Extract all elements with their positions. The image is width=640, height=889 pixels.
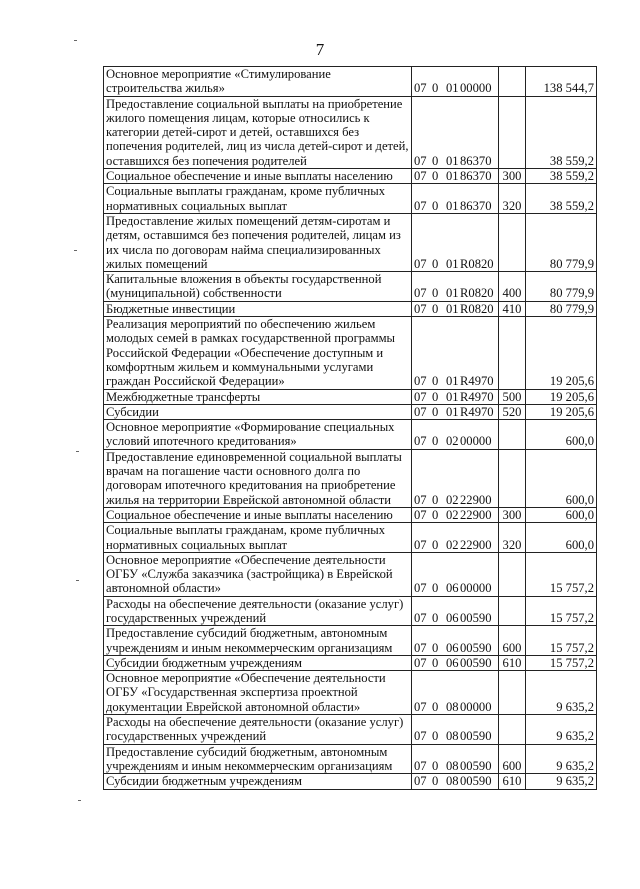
row-code xyxy=(412,507,499,522)
row-amount: 19 205,6 xyxy=(526,317,597,389)
scan-mark xyxy=(78,800,81,801)
code-pr: 0 xyxy=(432,729,439,744)
code-rz: 07 xyxy=(414,774,427,789)
row-amount: 9 635,2 xyxy=(526,715,597,745)
row-vr xyxy=(499,317,526,389)
row-vr xyxy=(499,596,526,626)
row-vr: 400 xyxy=(499,272,526,302)
code-csr-program: 01 xyxy=(446,404,459,419)
row-amount: 600,0 xyxy=(526,507,597,522)
code-csr-program: 06 xyxy=(446,581,459,596)
row-name: Предоставление жилых помещений детям-сиротам и детям, оставшимся без попечения родителей, лицам из их числа по договорам найма специализированных жилых помещений xyxy=(104,213,412,271)
row-amount: 38 559,2 xyxy=(526,169,597,184)
code-csr-direction: R4970 xyxy=(460,404,494,419)
row-amount: 19 205,6 xyxy=(526,404,597,419)
row-amount: 80 779,9 xyxy=(526,301,597,316)
row-code xyxy=(412,523,499,553)
row-vr xyxy=(499,715,526,745)
table-row xyxy=(104,596,597,626)
code-pr: 0 xyxy=(432,434,439,449)
row-vr: 500 xyxy=(499,389,526,404)
code-csr-program: 01 xyxy=(446,374,459,389)
row-vr xyxy=(499,67,526,97)
code-csr-program: 01 xyxy=(446,169,459,184)
code-csr-direction: 22900 xyxy=(460,507,492,522)
code-csr-direction: R0820 xyxy=(460,256,494,271)
row-amount: 15 757,2 xyxy=(526,596,597,626)
code-rz: 07 xyxy=(414,256,427,271)
code-csr-direction: R4970 xyxy=(460,389,494,404)
row-name: Предоставление субсидий бюджетным, автономным учреждениям и иным некоммерческим организациям xyxy=(104,626,412,656)
code-csr-program: 02 xyxy=(446,537,459,552)
code-pr: 0 xyxy=(432,581,439,596)
code-pr: 0 xyxy=(432,374,439,389)
row-name: Капитальные вложения в объекты государственной (муниципальной) собственности xyxy=(104,272,412,302)
row-vr: 600 xyxy=(499,626,526,656)
table-row xyxy=(104,449,597,507)
row-vr: 600 xyxy=(499,744,526,774)
table-row xyxy=(104,744,597,774)
table-row xyxy=(104,67,597,97)
code-csr-direction: 00590 xyxy=(460,655,492,670)
row-code xyxy=(412,169,499,184)
row-name: Межбюджетные трансферты xyxy=(104,389,412,404)
row-vr xyxy=(499,671,526,715)
code-pr: 0 xyxy=(432,537,439,552)
code-pr: 0 xyxy=(432,699,439,714)
row-name: Расходы на обеспечение деятельности (оказание услуг) государственных учреждений xyxy=(104,715,412,745)
row-vr: 520 xyxy=(499,404,526,419)
row-amount: 600,0 xyxy=(526,420,597,450)
code-pr: 0 xyxy=(432,81,439,96)
row-code xyxy=(412,744,499,774)
code-csr-direction: R4970 xyxy=(460,374,494,389)
row-code xyxy=(412,626,499,656)
code-pr: 0 xyxy=(432,198,439,213)
row-vr: 410 xyxy=(499,301,526,316)
code-pr: 0 xyxy=(432,492,439,507)
table-row xyxy=(104,552,597,596)
code-csr-program: 01 xyxy=(446,81,459,96)
row-name: Социальное обеспечение и иные выплаты населению xyxy=(104,169,412,184)
table-row xyxy=(104,523,597,553)
row-vr: 320 xyxy=(499,184,526,214)
row-name: Основное мероприятие «Обеспечение деятельности ОГБУ «Служба заказчика (застройщика) в Еврейской автономной области» xyxy=(104,552,412,596)
row-vr: 300 xyxy=(499,169,526,184)
row-code xyxy=(412,272,499,302)
page-number: 7 xyxy=(315,40,325,59)
scan-mark xyxy=(74,250,77,251)
code-csr-direction: 00000 xyxy=(460,699,492,714)
row-code xyxy=(412,671,499,715)
table-row xyxy=(104,507,597,522)
row-code xyxy=(412,213,499,271)
row-vr xyxy=(499,213,526,271)
code-rz: 07 xyxy=(414,389,427,404)
row-code xyxy=(412,301,499,316)
row-code xyxy=(412,389,499,404)
code-csr-direction: 00590 xyxy=(460,610,492,625)
code-csr-program: 08 xyxy=(446,774,459,789)
row-code xyxy=(412,552,499,596)
row-code xyxy=(412,96,499,168)
code-rz: 07 xyxy=(414,640,427,655)
row-vr: 320 xyxy=(499,523,526,553)
row-vr xyxy=(499,96,526,168)
row-amount: 600,0 xyxy=(526,449,597,507)
code-csr-program: 02 xyxy=(446,434,459,449)
table-row xyxy=(104,389,597,404)
code-csr-program: 01 xyxy=(446,301,459,316)
code-csr-direction: 00590 xyxy=(460,729,492,744)
row-vr: 610 xyxy=(499,655,526,670)
row-vr: 610 xyxy=(499,774,526,789)
row-amount: 19 205,6 xyxy=(526,389,597,404)
budget-table xyxy=(103,66,597,790)
table-row xyxy=(104,272,597,302)
row-name: Социальные выплаты гражданам, кроме публичных нормативных социальных выплат xyxy=(104,184,412,214)
row-name: Субсидии xyxy=(104,404,412,419)
code-pr: 0 xyxy=(432,286,439,301)
code-csr-direction: 00000 xyxy=(460,581,492,596)
scan-mark xyxy=(74,40,77,41)
code-csr-direction: 00590 xyxy=(460,640,492,655)
row-code xyxy=(412,596,499,626)
code-csr-program: 01 xyxy=(446,198,459,213)
row-name: Социальное обеспечение и иные выплаты населению xyxy=(104,507,412,522)
code-rz: 07 xyxy=(414,286,427,301)
table-row xyxy=(104,213,597,271)
row-name: Предоставление единовременной социальной выплаты врачам на погашение части основного долга по договорам ипотечного кредитования на приобретение жилья на территории Еврейской автономной области xyxy=(104,449,412,507)
code-rz: 07 xyxy=(414,434,427,449)
row-name: Субсидии бюджетным учреждениям xyxy=(104,655,412,670)
code-csr-direction: 86370 xyxy=(460,153,492,168)
row-code xyxy=(412,184,499,214)
code-rz: 07 xyxy=(414,404,427,419)
scan-mark xyxy=(76,580,79,581)
row-name: Реализация мероприятий по обеспечению жильем молодых семей в рамках государственной программы Российской Федерации «Обеспечение доступным и комфортным жильем и коммунальными услугами граждан Российской Федерации» xyxy=(104,317,412,389)
code-csr-direction: 00000 xyxy=(460,81,492,96)
code-rz: 07 xyxy=(414,169,427,184)
row-name: Основное мероприятие «Формирование специальных условий ипотечного кредитования» xyxy=(104,420,412,450)
row-name: Основное мероприятие «Стимулирование строительства жилья» xyxy=(104,67,412,97)
code-rz: 07 xyxy=(414,581,427,596)
code-rz: 07 xyxy=(414,301,427,316)
code-rz: 07 xyxy=(414,507,427,522)
table-row xyxy=(104,774,597,789)
code-pr: 0 xyxy=(432,153,439,168)
code-csr-program: 02 xyxy=(446,507,459,522)
code-csr-direction: 86370 xyxy=(460,169,492,184)
code-csr-direction: 00590 xyxy=(460,758,492,773)
scan-mark xyxy=(76,451,79,452)
code-pr: 0 xyxy=(432,640,439,655)
code-csr-direction: 86370 xyxy=(460,198,492,213)
table-row xyxy=(104,420,597,450)
table-row xyxy=(104,96,597,168)
code-rz: 07 xyxy=(414,729,427,744)
code-csr-direction: 22900 xyxy=(460,492,492,507)
row-amount: 15 757,2 xyxy=(526,626,597,656)
code-rz: 07 xyxy=(414,758,427,773)
table-row xyxy=(104,715,597,745)
code-csr-program: 08 xyxy=(446,729,459,744)
row-amount: 600,0 xyxy=(526,523,597,553)
row-name: Социальные выплаты гражданам, кроме публичных нормативных социальных выплат xyxy=(104,523,412,553)
code-rz: 07 xyxy=(414,153,427,168)
code-rz: 07 xyxy=(414,610,427,625)
table-row xyxy=(104,184,597,214)
code-csr-program: 06 xyxy=(446,640,459,655)
row-code xyxy=(412,715,499,745)
row-name: Бюджетные инвестиции xyxy=(104,301,412,316)
code-csr-direction: R0820 xyxy=(460,286,494,301)
row-vr xyxy=(499,449,526,507)
row-name: Предоставление социальной выплаты на приобретение жилого помещения лицам, которые относились к категории детей-сирот и детей, оставшихся без попечения родителей, лиц из числа детей-сирот и детей, оставшихся без попечения родителей xyxy=(104,96,412,168)
row-code xyxy=(412,774,499,789)
code-pr: 0 xyxy=(432,610,439,625)
row-code xyxy=(412,67,499,97)
code-pr: 0 xyxy=(432,758,439,773)
code-csr-program: 01 xyxy=(446,153,459,168)
row-vr xyxy=(499,420,526,450)
code-pr: 0 xyxy=(432,389,439,404)
code-pr: 0 xyxy=(432,507,439,522)
row-name: Основное мероприятие «Обеспечение деятельности ОГБУ «Государственная экспертиза проектной документации Еврейской автономной области» xyxy=(104,671,412,715)
row-amount: 15 757,2 xyxy=(526,552,597,596)
code-rz: 07 xyxy=(414,537,427,552)
code-pr: 0 xyxy=(432,404,439,419)
code-pr: 0 xyxy=(432,774,439,789)
code-csr-direction: 00000 xyxy=(460,434,492,449)
row-name: Расходы на обеспечение деятельности (оказание услуг) государственных учреждений xyxy=(104,596,412,626)
row-amount: 38 559,2 xyxy=(526,184,597,214)
code-csr-program: 08 xyxy=(446,758,459,773)
code-csr-direction: R0820 xyxy=(460,301,494,316)
row-code xyxy=(412,449,499,507)
code-pr: 0 xyxy=(432,301,439,316)
code-csr-program: 06 xyxy=(446,655,459,670)
code-rz: 07 xyxy=(414,81,427,96)
row-amount: 38 559,2 xyxy=(526,96,597,168)
code-csr-program: 06 xyxy=(446,610,459,625)
table-row xyxy=(104,301,597,316)
code-csr-direction: 22900 xyxy=(460,537,492,552)
row-amount: 9 635,2 xyxy=(526,671,597,715)
row-amount: 9 635,2 xyxy=(526,744,597,774)
row-amount: 80 779,9 xyxy=(526,213,597,271)
code-rz: 07 xyxy=(414,655,427,670)
code-rz: 07 xyxy=(414,492,427,507)
row-amount: 15 757,2 xyxy=(526,655,597,670)
code-rz: 07 xyxy=(414,699,427,714)
row-code xyxy=(412,420,499,450)
code-rz: 07 xyxy=(414,198,427,213)
row-vr: 300 xyxy=(499,507,526,522)
code-csr-program: 08 xyxy=(446,699,459,714)
row-amount: 138 544,7 xyxy=(526,67,597,97)
row-code xyxy=(412,317,499,389)
row-vr xyxy=(499,552,526,596)
row-name: Субсидии бюджетным учреждениям xyxy=(104,774,412,789)
table-row xyxy=(104,626,597,656)
code-csr-program: 02 xyxy=(446,492,459,507)
code-csr-direction: 00590 xyxy=(460,774,492,789)
code-pr: 0 xyxy=(432,655,439,670)
row-amount: 80 779,9 xyxy=(526,272,597,302)
table-row xyxy=(104,317,597,389)
code-pr: 0 xyxy=(432,169,439,184)
table-row xyxy=(104,671,597,715)
row-code xyxy=(412,655,499,670)
table-row xyxy=(104,655,597,670)
code-csr-program: 01 xyxy=(446,256,459,271)
code-rz: 07 xyxy=(414,374,427,389)
code-csr-program: 01 xyxy=(446,286,459,301)
table-row xyxy=(104,169,597,184)
code-pr: 0 xyxy=(432,256,439,271)
table-row xyxy=(104,404,597,419)
row-amount: 9 635,2 xyxy=(526,774,597,789)
code-csr-program: 01 xyxy=(446,389,459,404)
row-code xyxy=(412,404,499,419)
row-name: Предоставление субсидий бюджетным, автономным учреждениям и иным некоммерческим организациям xyxy=(104,744,412,774)
